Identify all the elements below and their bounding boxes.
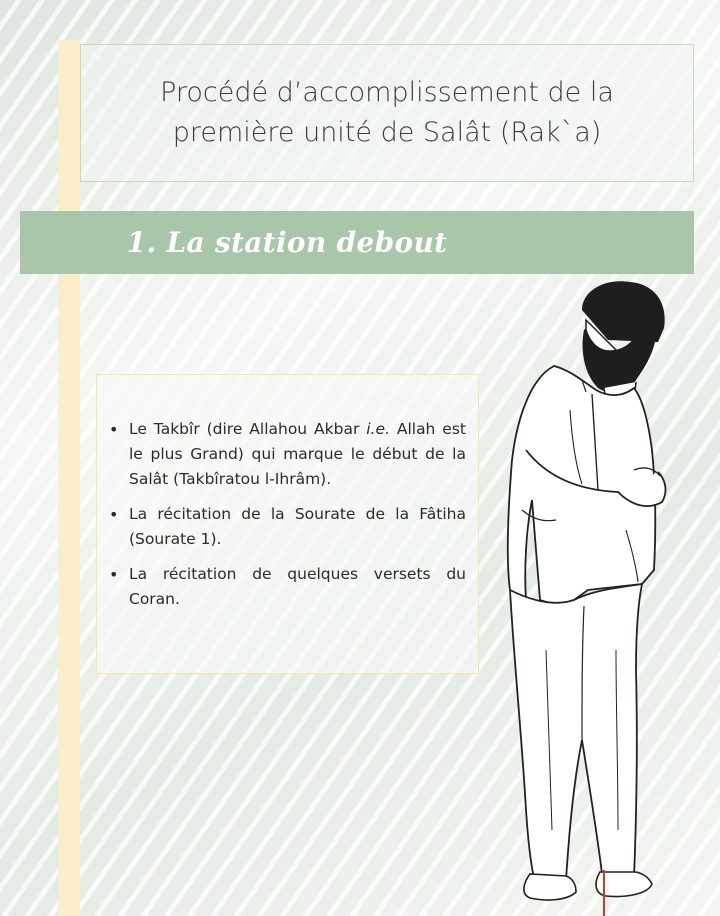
bullet-list bbox=[107, 417, 466, 612]
section-title: 1. La station debout bbox=[126, 226, 448, 259]
standing-man-icon bbox=[486, 270, 720, 916]
bullet-takbir-emphasis: i.e. bbox=[366, 420, 390, 438]
left-accent-bar bbox=[58, 40, 80, 916]
page-title-line-1: Procédé d’accomplissement de la bbox=[160, 77, 614, 108]
bullet-takbir-text-end: Allah est le plus Grand) qui marque le début de la Salât (Takbîratou l-Ihrâm). bbox=[129, 420, 466, 488]
bullet-versets: • La récitation de quelques versets du Coran. bbox=[107, 562, 466, 612]
bullet-fatiha: • La récitation de la Sourate de la Fâtiha (Sourate 1). bbox=[107, 502, 466, 552]
bullet-takbir bbox=[107, 417, 466, 492]
section-banner bbox=[20, 211, 694, 274]
bullet-takbir-text-start: Le Takbîr (dire Allahou Akbar bbox=[129, 420, 367, 438]
page-title-box bbox=[80, 44, 694, 182]
page-title-line-2: première unité de Salât (Rak`a) bbox=[172, 117, 602, 148]
standing-man-illustration bbox=[486, 270, 720, 916]
content-box bbox=[96, 374, 479, 674]
